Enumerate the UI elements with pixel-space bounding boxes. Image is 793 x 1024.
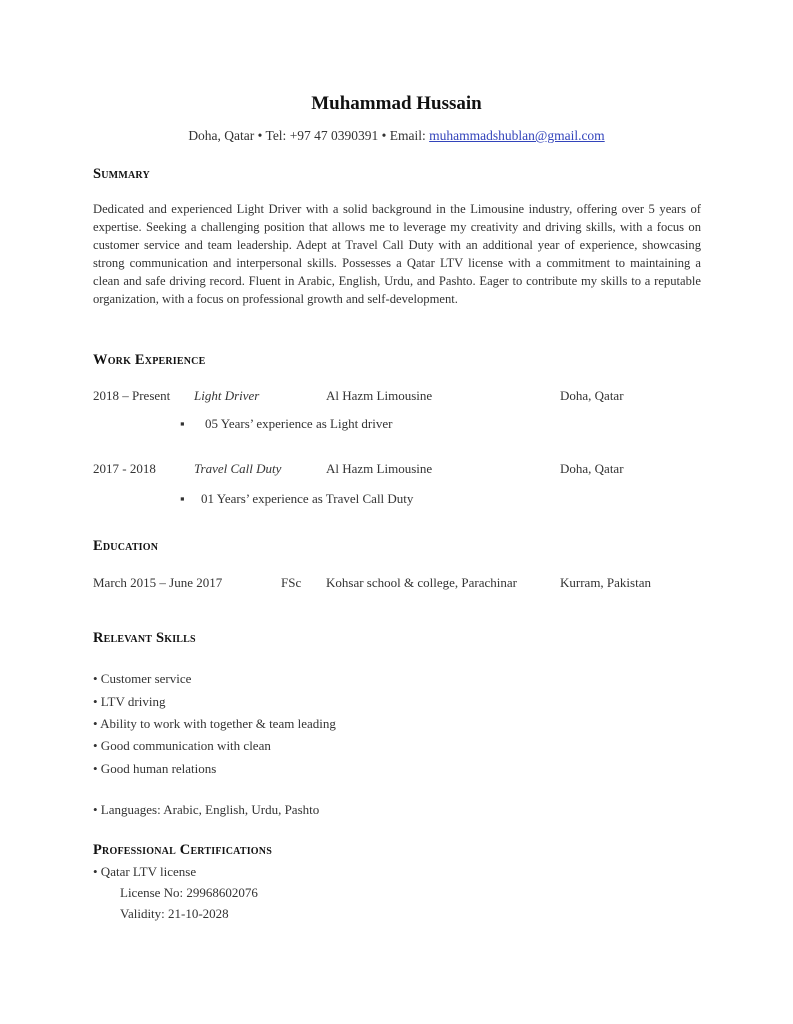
job-company: Al Hazm Limousine — [326, 461, 433, 476]
job-company: Al Hazm Limousine — [326, 388, 433, 403]
summary-text: Dedicated and experienced Light Driver with a solid background in the Limousine industry, offering over 5 years of expertise. Seeking a challenging position that allows me to leverage my creativity and driving skills, with a focus on customer service and team leadership. Adept at Travel Call Duty with an additional year of experience, showcasing strong communication and interpersonal skills. Possesses a Qatar LTV license with a commitment to maintaining a clean and safe driving record. Fluent in Arabic, English, Urdu, and Pashto. Eager to contribute my skills to a reputable organization, with a focus on professional growth and self-development. — [93, 202, 701, 306]
job-location: Doha, Qatar — [560, 461, 624, 476]
summary-heading: Summary — [93, 166, 150, 182]
job-dates: 2018 – Present — [93, 388, 171, 403]
education-heading: Education — [93, 538, 159, 554]
license-validity: Validity: 21-10-2028 — [120, 906, 229, 921]
skill-item: • Good communication with clean — [93, 738, 271, 753]
skill-item: • Ability to work with together & team leading — [93, 716, 336, 731]
bullet-icon: ▪ — [180, 491, 185, 506]
job-title: Travel Call Duty — [194, 461, 282, 476]
job-dates: 2017 - 2018 — [93, 461, 156, 476]
education-school: Kohsar school & college, Parachinar — [326, 575, 517, 590]
license-number: License No: 29968602076 — [120, 885, 258, 900]
job-bullet-text: 05 Years’ experience as Light driver — [205, 416, 393, 431]
skill-item: • Good human relations — [93, 761, 217, 776]
skill-item: • Customer service — [93, 671, 192, 686]
email-link[interactable]: muhammadshublan@gmail.com — [429, 128, 605, 143]
job-location: Doha, Qatar — [560, 388, 624, 403]
bullet-icon: ▪ — [180, 416, 185, 431]
job-title: Light Driver — [194, 388, 260, 403]
job-bullet-text: 01 Years’ experience as Travel Call Duty — [201, 491, 414, 506]
contact-line — [0, 128, 793, 144]
languages-item: • Languages: Arabic, English, Urdu, Pashto — [93, 802, 320, 817]
work-experience-heading: Work Experience — [93, 352, 206, 368]
education-dates: March 2015 – June 2017 — [93, 575, 223, 590]
contact-details: Doha, Qatar • Tel: +97 47 0390391 • Email: — [188, 128, 430, 143]
candidate-name: Muhammad Hussain — [311, 93, 482, 114]
education-degree: FSc — [281, 575, 302, 590]
education-location: Kurram, Pakistan — [560, 575, 651, 590]
certification-name: • Qatar LTV license — [93, 864, 197, 879]
certifications-heading: Professional Certifications — [93, 842, 272, 858]
skills-heading: Relevant Skills — [93, 630, 196, 646]
skill-item: • LTV driving — [93, 694, 166, 709]
